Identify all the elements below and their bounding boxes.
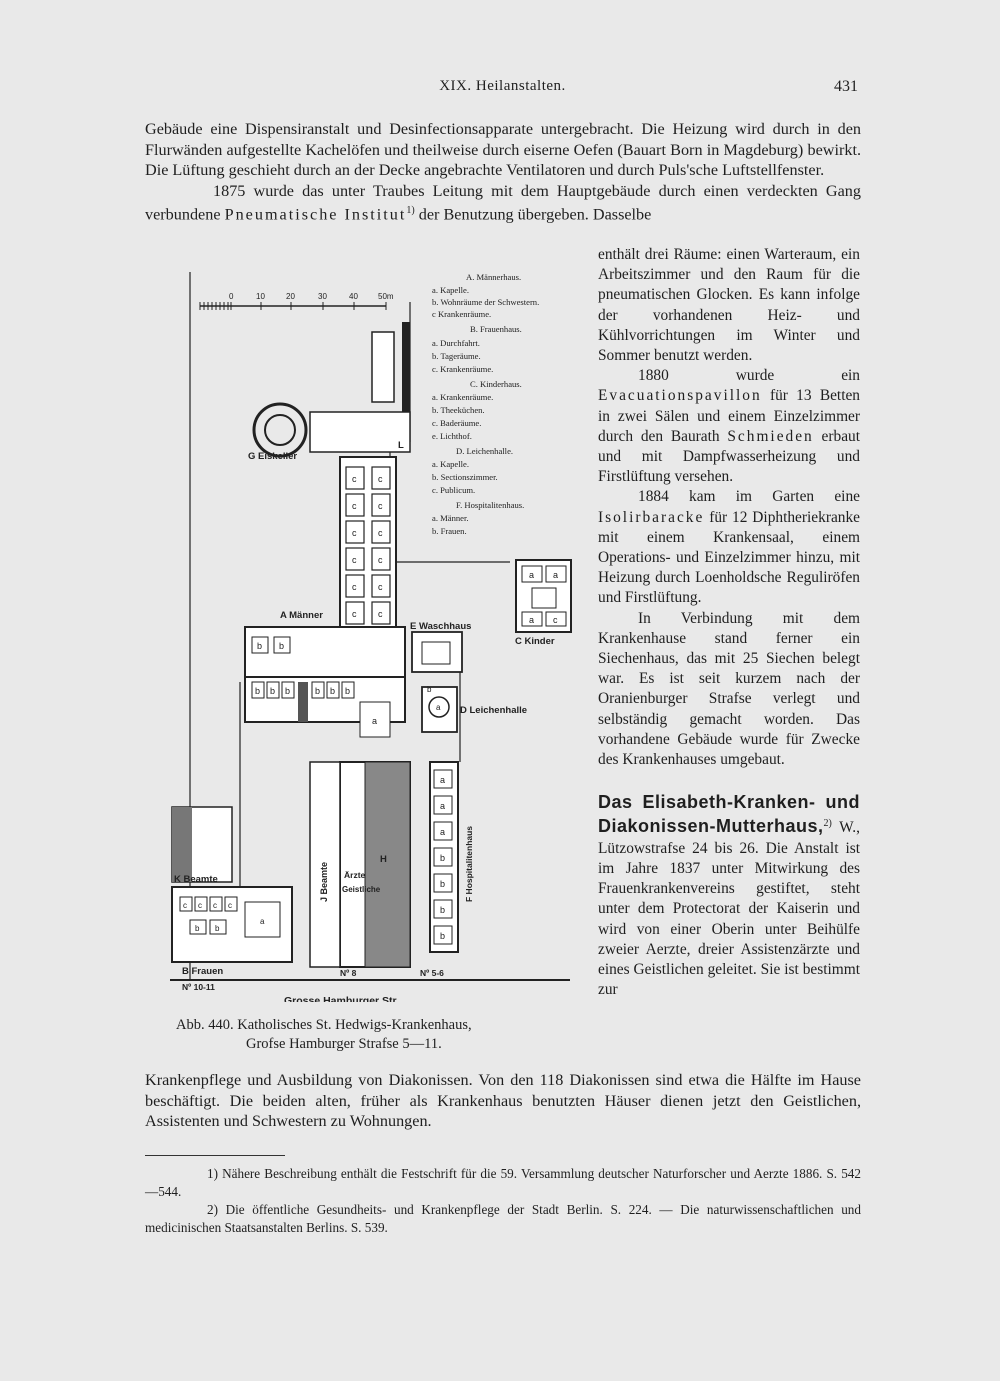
room-letter: b	[270, 686, 276, 696]
right-column	[598, 245, 860, 1000]
room-letter: b	[279, 641, 285, 651]
right-para-1884	[598, 487, 860, 608]
legend-head: D. Leichenhalle.	[456, 446, 514, 456]
legend-item: e. Lichthof.	[432, 431, 472, 441]
legend-item: b. Frauen.	[432, 526, 467, 536]
legend-item: b. Wohnräume der Schwestern.	[432, 297, 540, 307]
label-l: L	[398, 440, 404, 451]
room-letter: c	[352, 582, 357, 592]
isolirbaracke-term: Isolirbaracke	[598, 508, 705, 526]
legend-head: B. Frauenhaus.	[470, 324, 522, 334]
label-frauen: B Frauen	[182, 966, 224, 977]
footnote-rule	[145, 1155, 285, 1156]
right-para-1880	[598, 366, 860, 487]
room-letter: c	[352, 501, 357, 511]
legend-head: A. Männerhaus.	[466, 272, 522, 282]
scale-label: 0	[229, 292, 234, 301]
room-letter: c	[378, 528, 383, 538]
intro-paragraph: Gebäude eine Dispensiranstalt und Desinfectionsapparate untergebracht. Die Heizung wird durch in den Flurwänden aufgestellte Kachelöfen und theilweise durch eiserne Oefen (Bauart Born in Magdeburg) bewirkt. Die Lüftung geschieht durch an der Decke angebrachte Ventilatoren und durch Puls'sche Luftstellfenster.	[145, 120, 861, 179]
top-wing	[372, 332, 394, 402]
scale-bar	[200, 292, 394, 310]
label-street: Grosse Hamburger Str.	[284, 995, 399, 1002]
intro-text-block	[145, 119, 861, 225]
room-letter: c	[378, 582, 383, 592]
room-letter: c	[352, 474, 357, 484]
room-letter: a	[553, 570, 559, 580]
room-letter: b	[330, 686, 336, 696]
building-b-frauen	[172, 887, 292, 962]
room-letter: b	[215, 924, 220, 933]
room-letter: c	[352, 555, 357, 565]
room-letter: b	[345, 686, 351, 696]
room-letter: a	[372, 716, 378, 726]
aerzte-hatched	[365, 762, 410, 967]
legend-item: b. Tageräume.	[432, 351, 481, 361]
paragraph-1875	[145, 181, 861, 225]
pneumatic-institute-term: Pneumatische Institut	[224, 205, 407, 224]
chapter-title: XIX. Heilanstalten.	[439, 78, 566, 94]
room-letter: c	[183, 901, 187, 910]
legend-item: c. Baderäume.	[432, 418, 482, 428]
figure-caption	[176, 1016, 576, 1054]
beamte-k-hatched	[172, 807, 192, 882]
stair	[298, 682, 308, 722]
elisabeth-heading: Das Elisabeth-Kranken- und Diakonissen-Mutterhaus,	[598, 792, 860, 837]
p1884-start: 1884 kam im Garten eine	[638, 488, 860, 506]
room-letter: b	[285, 686, 291, 696]
right-para-elisabeth	[598, 792, 860, 1000]
room-letter: b	[257, 641, 263, 651]
floor-plan-figure	[160, 262, 590, 1022]
room-letter: a	[529, 570, 535, 580]
label-kinder: C Kinder	[515, 636, 555, 647]
room-letter: b	[255, 686, 261, 696]
room-letter: c	[213, 901, 217, 910]
building-f-hospitaliten	[430, 762, 458, 952]
running-header	[145, 78, 860, 102]
caption-line-2: Grofse Hamburger Strafse 5—11.	[246, 1036, 442, 1052]
room-letter: c	[378, 501, 383, 511]
footnote-ref-1: 1)	[406, 205, 415, 216]
room-letter: a	[440, 801, 446, 811]
right-para-1: enthält drei Räume: einen Warteraum, ein Arbeitszimmer und den Raum für die pneumatischen Glocken. Es kann infolge der vorhandenen Heiz- und Kühlvorrichtungen im Winter und Sommer benutzt werden.	[598, 246, 860, 365]
footnote-ref-2: 2)	[823, 818, 832, 830]
label-nr-8: Nº 8	[340, 968, 357, 978]
p1884-end: für 12 Diphtheriekranke mit einem Krankensaal, einem Operations- und Einzelzimmer hinzu, mit Heizung durch Loenholdsche Reguliröfen und Firstlüftung.	[598, 508, 860, 607]
scale-label: 50m	[378, 292, 394, 301]
schmieden-name: Schmieden	[727, 427, 814, 445]
legend-item: b. Theeküchen.	[432, 405, 485, 415]
legend-item: a. Krankenräume.	[432, 392, 494, 402]
building-d-leichenhalle	[422, 685, 457, 732]
p1880-end: erbaut und mit Dampfwasserheizung und Firstlüftung versehen.	[598, 427, 860, 486]
legend	[432, 272, 539, 536]
bottom-paragraph: Krankenpflege und Ausbildung von Diakonissen. Von den 118 Diakonissen sind etwa die Hälfte im Hause beschäftigt. Die beiden alten, früher als Krankenhaus benutzten Häuser dienen jetzt den Geistlichen, Assistenten und Schwestern zu Wohnungen.	[145, 1071, 861, 1130]
room-letter: b	[195, 924, 200, 933]
page-number: 431	[834, 78, 858, 95]
room-letter: b	[440, 905, 446, 915]
para-1875-start: 1875 wurde das unter Traubes Leitung mit dem Hauptgebäude durch einen verdeckten Gang verbundene	[145, 181, 861, 224]
p1880-start: 1880 wurde ein	[638, 367, 860, 385]
label-maenner: A Männer	[280, 610, 323, 621]
evacuation-pavilion-term: Evacuationspavillon	[598, 387, 762, 405]
room-letter: c	[352, 528, 357, 538]
footnote-1: 1) Nähere Beschreibung enthält die Festschrift für die 59. Versammlung deutscher Naturforscher und Aerzte 1886. S. 542—544.	[145, 1166, 861, 1199]
legend-item: c Krankenräume.	[432, 309, 492, 319]
right-para-siechenhaus: In Verbindung mit dem Krankenhause stand ferner ein Siechenhaus, das mit 25 Siechen belegt war. Es ist seit kurzem nach der Oranienburger Strafse verlegt und selbständig gemacht worden. Das vorhandene Gebäude wurde für Zwecke des Krankenhauses umgebaut.	[598, 609, 860, 769]
building-e-waschhaus	[412, 632, 462, 672]
para-1875-end: der Benutzung übergeben. Dasselbe	[414, 205, 652, 224]
scale-label: 10	[256, 292, 265, 301]
room-letter: b	[315, 686, 321, 696]
legend-head: C. Kinderhaus.	[470, 379, 522, 389]
legend-item: a. Kapelle.	[432, 459, 469, 469]
footnote-2: 2) Die öffentliche Gesundheits- und Krankenpflege der Stadt Berlin. S. 224. — Die naturwissenschaftlichen und medicinischen Staatsanstalten Berlins. S. 539.	[145, 1202, 861, 1235]
scale-label: 40	[349, 292, 358, 301]
elisabeth-text: W., Lützowstrafse 24 bis 26. Die Anstalt ist im Jahre 1837 unter Mitwirkung des Frauenkrankenvereins gestiftet, steht unter dem Protectorat der Kaiserin und wird von einer Oberin unter Beihülfe zweier Aerzte, dreier Assistenzärzte und eines Geistlichen geleitet. Sie ist bestimmt zur	[598, 819, 860, 999]
room-letter: a	[440, 827, 446, 837]
label-eiskeller: G Eiskeller	[248, 451, 298, 462]
room-letter: c	[378, 555, 383, 565]
room-letter: c	[378, 609, 383, 619]
legend-item: c. Krankenräume.	[432, 364, 494, 374]
caption-line-1: Abb. 440. Katholisches St. Hedwigs-Krankenhaus,	[176, 1017, 472, 1033]
room-letter: b	[440, 931, 446, 941]
lichthof	[532, 588, 556, 608]
cross-wing	[245, 627, 405, 677]
legend-item: c. Publicum.	[432, 485, 476, 495]
room-letter: a	[440, 775, 446, 785]
room-letter: c	[378, 474, 383, 484]
room-letter: c	[352, 609, 357, 619]
room-letter: b	[427, 685, 432, 694]
label-h: H	[380, 854, 387, 865]
label-aerzte: Ärzte	[344, 870, 366, 880]
eiskeller-outer	[254, 404, 306, 456]
floor-plan-svg	[160, 262, 590, 1002]
label-beamte-j: J Beamte	[319, 861, 329, 902]
legend-item: b. Sectionszimmer.	[432, 472, 498, 482]
bottom-text-block	[145, 1070, 861, 1132]
room-letter: b	[440, 853, 446, 863]
upper-structures	[254, 322, 410, 456]
waschhaus-outline	[412, 632, 462, 672]
label-nr-5-6: Nº 5-6	[420, 968, 444, 978]
scale-label: 30	[318, 292, 327, 301]
room-letter: c	[553, 615, 558, 625]
building-k-beamte	[172, 807, 232, 882]
scale-label: 20	[286, 292, 295, 301]
legend-item: a. Kapelle.	[432, 285, 469, 295]
label-hospitaliten: F Hospitalitenhaus	[464, 825, 474, 902]
label-beamte-k: K Beamte	[174, 874, 218, 885]
legend-head: F. Hospitalitenhaus.	[456, 500, 525, 510]
p1880-mid: für 13 Betten in zwei Sälen und einem Einzelzimmer durch den Baurath	[598, 387, 860, 445]
legend-item: a. Männer.	[432, 513, 469, 523]
footnotes	[145, 1165, 861, 1237]
label-waschhaus: E Waschhaus	[410, 621, 472, 632]
connecting-wing	[310, 412, 410, 452]
legend-item: a. Durchfahrt.	[432, 338, 480, 348]
building-a-maenner	[245, 457, 405, 737]
building-c-kinder	[516, 560, 571, 632]
room-letter: c	[228, 901, 232, 910]
label-leichenhalle: D Leichenhalle	[460, 705, 528, 716]
room-letter: c	[198, 901, 202, 910]
room-letter: a	[260, 917, 265, 926]
room-letter: a	[436, 703, 441, 712]
eiskeller-inner	[265, 415, 295, 445]
label-nr-10-11: Nº 10-11	[182, 982, 215, 992]
room-letter: a	[529, 615, 535, 625]
label-geistliche: Geistliche	[342, 885, 381, 894]
room-letter: b	[440, 879, 446, 889]
